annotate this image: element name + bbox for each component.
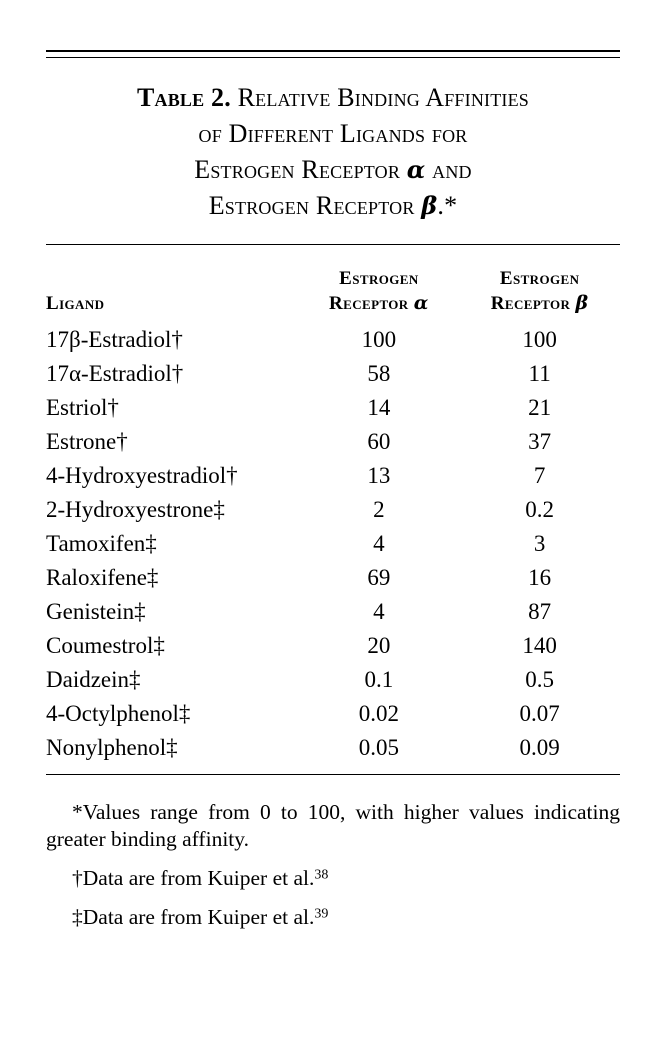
binding-affinity-table bbox=[46, 267, 620, 764]
table-row bbox=[46, 730, 620, 764]
table-title-line-2: of Different Ligands for bbox=[198, 119, 468, 148]
cell-era: 0.02 bbox=[358, 700, 400, 726]
cell-ligand: Estrone† bbox=[46, 428, 128, 454]
table-header bbox=[46, 267, 620, 322]
cell-era: 20 bbox=[367, 632, 391, 658]
rule-below-table bbox=[46, 774, 620, 775]
footnote-double-dagger-text: ‡Data are from Kuiper et al. bbox=[72, 905, 315, 929]
rule-below-title bbox=[46, 244, 620, 245]
cell-erb: 7 bbox=[533, 462, 546, 488]
cell-erb: 100 bbox=[522, 326, 557, 352]
cell-erb: 0.07 bbox=[519, 700, 560, 726]
beta-symbol: β bbox=[421, 191, 438, 220]
alpha-symbol-header: α bbox=[413, 292, 429, 314]
cell-erb: 140 bbox=[522, 632, 557, 658]
column-header-ligand-label: Ligand bbox=[46, 293, 105, 314]
table-title-text-4b: .* bbox=[437, 191, 458, 220]
cell-ligand: Genistein‡ bbox=[46, 598, 146, 624]
cell-ligand: Raloxifene‡ bbox=[46, 564, 159, 590]
cell-ligand: Coumestrol‡ bbox=[46, 632, 165, 658]
cell-erb: 16 bbox=[528, 564, 552, 590]
table-title-text-4a: Estrogen Receptor bbox=[208, 191, 422, 220]
cell-era: 100 bbox=[361, 326, 397, 352]
beta-symbol-header: β bbox=[575, 292, 589, 314]
cell-ligand: Estriol† bbox=[46, 394, 119, 420]
cell-ligand: 17β-Estradiol† bbox=[46, 326, 183, 352]
cell-ligand: 4-Hydroxyestradiol† bbox=[46, 462, 238, 488]
table-title-text-3b: and bbox=[425, 155, 472, 184]
column-header-estrogen-receptor-alpha bbox=[299, 267, 460, 322]
column-header-era-line1: Estrogen bbox=[339, 268, 419, 289]
table-row bbox=[46, 662, 620, 696]
cell-erb: 0.09 bbox=[519, 734, 560, 760]
cell-ligand: Daidzein‡ bbox=[46, 666, 141, 692]
table-title-text-1: Relative Binding Affinities bbox=[237, 83, 530, 112]
cell-era: 4 bbox=[373, 598, 385, 624]
cell-ligand: Nonylphenol‡ bbox=[46, 734, 178, 760]
column-header-ligand bbox=[46, 267, 299, 322]
cell-era: 14 bbox=[367, 394, 391, 420]
cell-ligand: 2-Hydroxyestrone‡ bbox=[46, 496, 225, 522]
alpha-symbol: α bbox=[406, 155, 426, 184]
cell-ligand: 17α-Estradiol† bbox=[46, 360, 184, 386]
footnote-dagger bbox=[46, 853, 620, 892]
table-label: Table 2. bbox=[136, 83, 231, 112]
table-row bbox=[46, 560, 620, 594]
table-row bbox=[46, 356, 620, 390]
table-row bbox=[46, 594, 620, 628]
table-row bbox=[46, 390, 620, 424]
table-row bbox=[46, 492, 620, 526]
table-row bbox=[46, 322, 620, 356]
table-row bbox=[46, 526, 620, 560]
cell-era: 60 bbox=[367, 428, 391, 454]
table-footnotes bbox=[46, 785, 620, 931]
footnote-double-dagger-ref: 39 bbox=[314, 906, 329, 922]
column-header-erb-line2: Receptor β bbox=[490, 292, 589, 314]
table-body bbox=[46, 322, 620, 764]
table-row bbox=[46, 628, 620, 662]
cell-erb: 11 bbox=[528, 360, 551, 386]
footnote-dagger-text: †Data are from Kuiper et al. bbox=[72, 866, 315, 890]
cell-era: 2 bbox=[373, 496, 385, 522]
table-title-line-1 bbox=[64, 80, 602, 116]
cell-era: 4 bbox=[373, 530, 385, 556]
column-header-erb-line1: Estrogen bbox=[499, 268, 580, 289]
table-figure bbox=[0, 50, 666, 1054]
table-title bbox=[46, 58, 620, 224]
table-row bbox=[46, 458, 620, 492]
table-row bbox=[46, 696, 620, 730]
column-header-estrogen-receptor-beta bbox=[459, 267, 620, 322]
cell-erb: 0.5 bbox=[525, 666, 554, 692]
cell-era: 0.05 bbox=[358, 734, 400, 760]
cell-era: 13 bbox=[367, 462, 391, 488]
cell-erb: 37 bbox=[528, 428, 552, 454]
cell-erb: 21 bbox=[528, 394, 552, 420]
cell-erb: 0.2 bbox=[525, 496, 554, 522]
cell-ligand: 4-Octylphenol‡ bbox=[46, 700, 191, 726]
cell-era: 0.1 bbox=[364, 666, 394, 692]
footnote-asterisk: *Values range from 0 to 100, with higher values indicating greater binding affinity. bbox=[46, 800, 620, 851]
column-header-era-line2: Receptor α bbox=[329, 292, 429, 314]
table-header-row bbox=[46, 267, 620, 322]
cell-erb: 3 bbox=[533, 530, 546, 556]
rule-top-outer bbox=[46, 50, 620, 52]
footnote-double-dagger bbox=[46, 892, 620, 931]
cell-erb: 87 bbox=[528, 598, 552, 624]
table-title-line-3 bbox=[64, 152, 602, 188]
cell-era: 58 bbox=[367, 360, 391, 386]
cell-era: 69 bbox=[367, 564, 391, 590]
cell-ligand: Tamoxifen‡ bbox=[46, 530, 157, 556]
footnote-dagger-ref: 38 bbox=[314, 867, 329, 883]
table-title-line-4 bbox=[64, 188, 602, 224]
table-title-text-3a: Estrogen Receptor bbox=[194, 155, 407, 184]
table-row bbox=[46, 424, 620, 458]
